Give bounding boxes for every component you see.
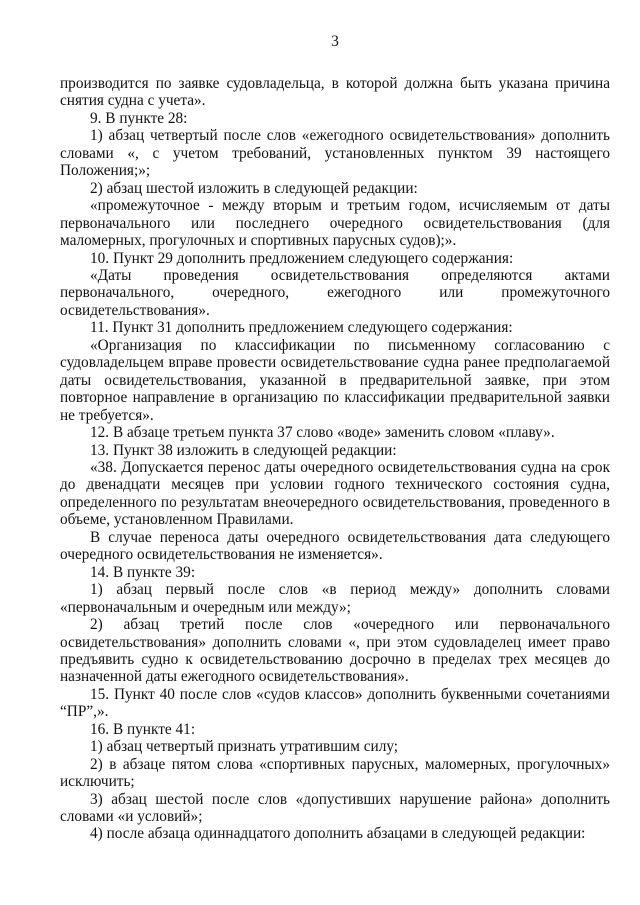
paragraph: 14. В пункте 39: — [90, 563, 196, 581]
paragraph: 2) в абзаце пятом слова «спортивных парусных, маломерных, прогулочных» исключить; — [60, 755, 610, 791]
paragraph: 10. Пункт 29 дополнить предложением следующего содержания: — [90, 249, 514, 267]
paragraph: 1) абзац первый после слов «в период между» дополнить словами «первоначальным и очередным или между»; — [60, 581, 610, 616]
paragraph: производится по заявке судовладельца, в которой должна быть указана причина снятия судна с учета». — [60, 75, 610, 110]
paragraph: 1) абзац четвертый признать утратившим силу; — [90, 738, 399, 756]
paragraph: «Даты проведения освидетельствования определяются актами первоначального, очередного, ежегодного или промежуточного освидетельствования». — [60, 266, 610, 319]
paragraph: «Организация по классификации по письменному согласованию с судовладельцем вправе провести освидетельствование судна ранее предполагаемой даты освидетельствования, указанной в предварительной заявке, при этом повторное направление в организацию по классификации предварительной заявки не требуется». — [60, 336, 610, 424]
paragraph: 11. Пункт 31 дополнить предложением следующего содержания: — [90, 319, 513, 337]
document-page — [60, 33, 610, 893]
paragraph: 2) абзац третий после слов «очередного или первоначального освидетельствования» дополнить словами «, при этом судовладелец имеет право предъявить судно к освидетельствованию досрочно в пределах трех месяцев до назначенной даты ежегодного освидетельствования». — [60, 616, 610, 686]
paragraph: 3) абзац шестой после слов «допустивших нарушение района» дополнить словами «и условий»; — [60, 790, 610, 826]
paragraph: «38. Допускается перенос даты очередного освидетельствования судна на срок до двенадцати месяцев при условии годного технического состояния судна, определенного по результатам внеочередного освидетельствования, проведенного в объеме, установленном Правилами. — [60, 458, 610, 529]
paragraph: «промежуточное - между вторым и третьим годом, исчисляемым от даты первоначального или последнего очередного освидетельствования (для маломерных, прогулочных и спортивных парусных судов);». — [60, 197, 610, 250]
document-body — [60, 75, 610, 843]
paragraph: 12. В абзаце третьем пункта 37 слово «воде» заменить словом «плаву». — [90, 424, 555, 442]
paragraph: 9. В пункте 28: — [90, 109, 188, 127]
paragraph: 15. Пункт 40 после слов «судов классов» дополнить буквенными сочетаниями “ПР”,». — [60, 685, 610, 721]
paragraph: 1) абзац четвертый после слов «ежегодного освидетельствования» дополнить словами «, с учетом требований, установленных пунктом 39 настоящего Положения;»; — [60, 127, 610, 180]
paragraph: В случае переноса даты очередного освидетельствования дата следующего очередного освидетельствования не изменяется». — [60, 528, 610, 564]
page-number: 3 — [331, 33, 339, 50]
paragraph: 2) абзац шестой изложить в следующей редакции: — [90, 179, 418, 197]
paragraph: 4) после абзаца одиннадцатого дополнить абзацами в следующей редакции: — [90, 825, 586, 843]
paragraph: 16. В пункте 41: — [90, 720, 196, 738]
paragraph: 13. Пункт 38 изложить в следующей редакции: — [90, 441, 397, 459]
